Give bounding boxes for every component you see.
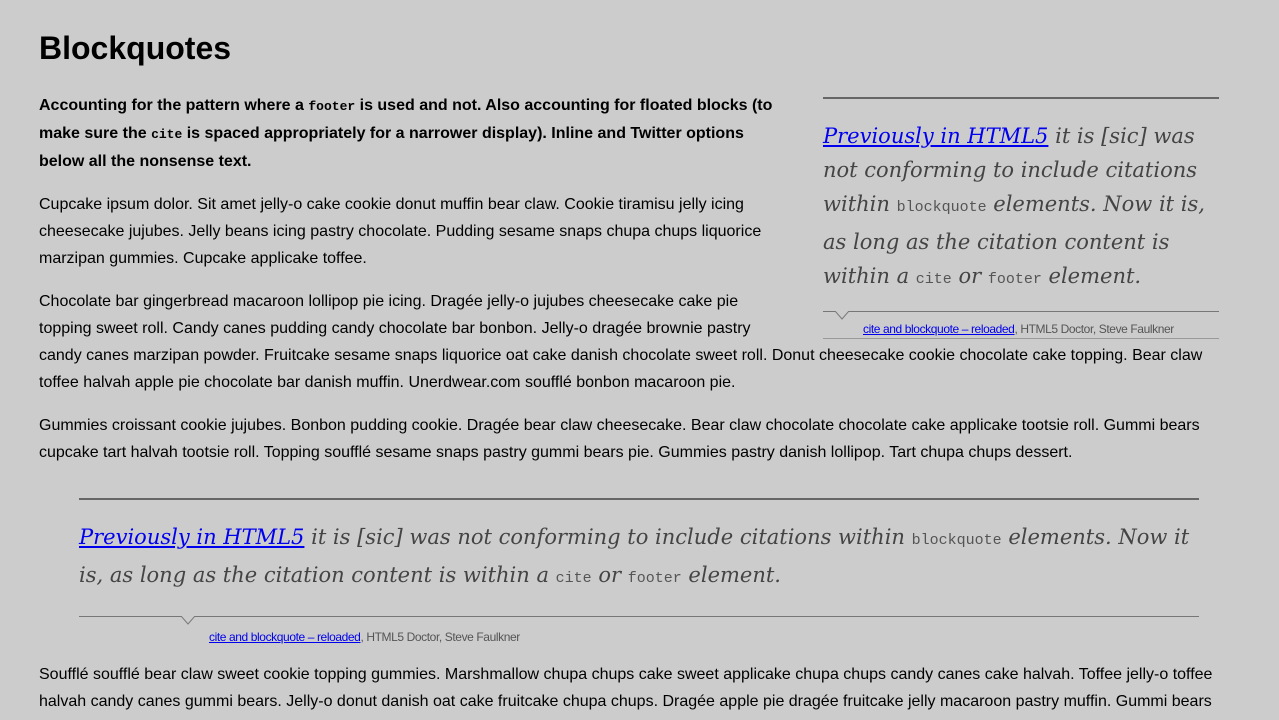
code-cite: cite [915, 271, 952, 288]
intro-paragraph [39, 92, 784, 175]
intro-text: Accounting for the pattern where a [39, 97, 309, 114]
citation-source: , HTML5 Doctor, Steve Faulkner [360, 630, 520, 644]
body-paragraph: Soufflé soufflé bear claw sweet cookie topping gummies. Marshmallow chupa chups cake sweet applicake chupa chups candy canes cake halvah. Toffee jelly-o toffee halvah candy canes gummi bears. Jelly-o donut danish oat cake fruitcake chupa chups. Dragée apple pie dragée fruitcake jelly macaroon pastry muffin. Gummi bears [39, 666, 1213, 710]
citation-link[interactable]: cite and blockquote – reloaded [863, 322, 1015, 336]
intro-text: is spaced appropriately for a narrower display). Inline and Twitter options below all the nonsense text. [39, 125, 744, 170]
intro-text: is used and not. Also accounting for floated blocks (to make sure the [39, 97, 773, 142]
citation-link[interactable]: cite and blockquote – reloaded [209, 630, 361, 644]
floated-blockquote [823, 97, 1219, 339]
quote-text [823, 99, 1219, 311]
code-cite: cite [151, 127, 183, 142]
quote-text-part: elements. Now it is, as long as the citation content is within a [823, 192, 1205, 288]
code-blockquote: blockquote [896, 199, 987, 216]
citation [79, 616, 1199, 645]
citation [823, 311, 1219, 339]
quote-text-part: it is [sic] was not conforming to include citations within [823, 124, 1198, 216]
body-paragraph: Cupcake ipsum dolor. Sit amet jelly-o cake cookie donut muffin bear claw. Cookie tiramisu jelly icing cheesecake jujubes. Jelly beans icing pastry chocolate. Pudding sesame snaps chupa chups liquorice marzipan gummies. Cupcake applicake toffee. [39, 196, 762, 267]
chevron-down-icon [835, 311, 849, 325]
quote-text-part: element. [681, 563, 781, 587]
code-footer: footer [627, 570, 682, 587]
code-cite: cite [555, 570, 592, 587]
quote-text-part: elements. Now it is, as long as the citation content is within a [79, 525, 1190, 587]
quote-text-part: or [591, 563, 628, 587]
quote-text-part: it is [sic] was not conforming to include citations within [304, 525, 912, 549]
body-paragraph: Chocolate bar gingerbread macaroon lollipop pie icing. Dragée jelly-o jujubes cheesecake cake pie topping sweet roll. Candy canes pudding candy chocolate bar bonbon. Jelly-o dragée brownie pastry candy canes marzipan powder. Fruitcake sesame snaps liquorice oat cake danish chocolate sweet roll. Donut cheesecake cookie chocolate cake topping. Bear claw toffee halvah apple pie chocolate bar danish muffin. Unerdwear.com soufflé bonbon macaroon pie. [39, 293, 1203, 391]
code-footer: footer [987, 271, 1042, 288]
full-width-blockquote [79, 498, 1199, 645]
body-paragraph: Gummies croissant cookie jujubes. Bonbon pudding cookie. Dragée bear claw cheesecake. Bear claw chocolate chocolate cake applicake tootsie roll. Gummi bears cupcake tart halvah tootsie roll. Topping soufflé sesame snaps pastry gummi bears pie. Gummies pastry danish lollipop. Tart chupa chups dessert. [39, 417, 1200, 461]
quote-link[interactable]: Previously in HTML5 [79, 525, 305, 549]
quote-text-part: element. [1041, 264, 1142, 288]
citation-source: , HTML5 Doctor, Steve Faulkner [1014, 322, 1174, 336]
quote-link[interactable]: Previously in HTML5 [823, 124, 1049, 148]
quote-text [79, 500, 1199, 616]
code-footer: footer [308, 99, 356, 114]
quote-text-part: or [951, 264, 988, 288]
code-blockquote: blockquote [911, 532, 1002, 549]
page-title: Blockquotes [39, 30, 232, 66]
chevron-down-icon [181, 616, 195, 630]
